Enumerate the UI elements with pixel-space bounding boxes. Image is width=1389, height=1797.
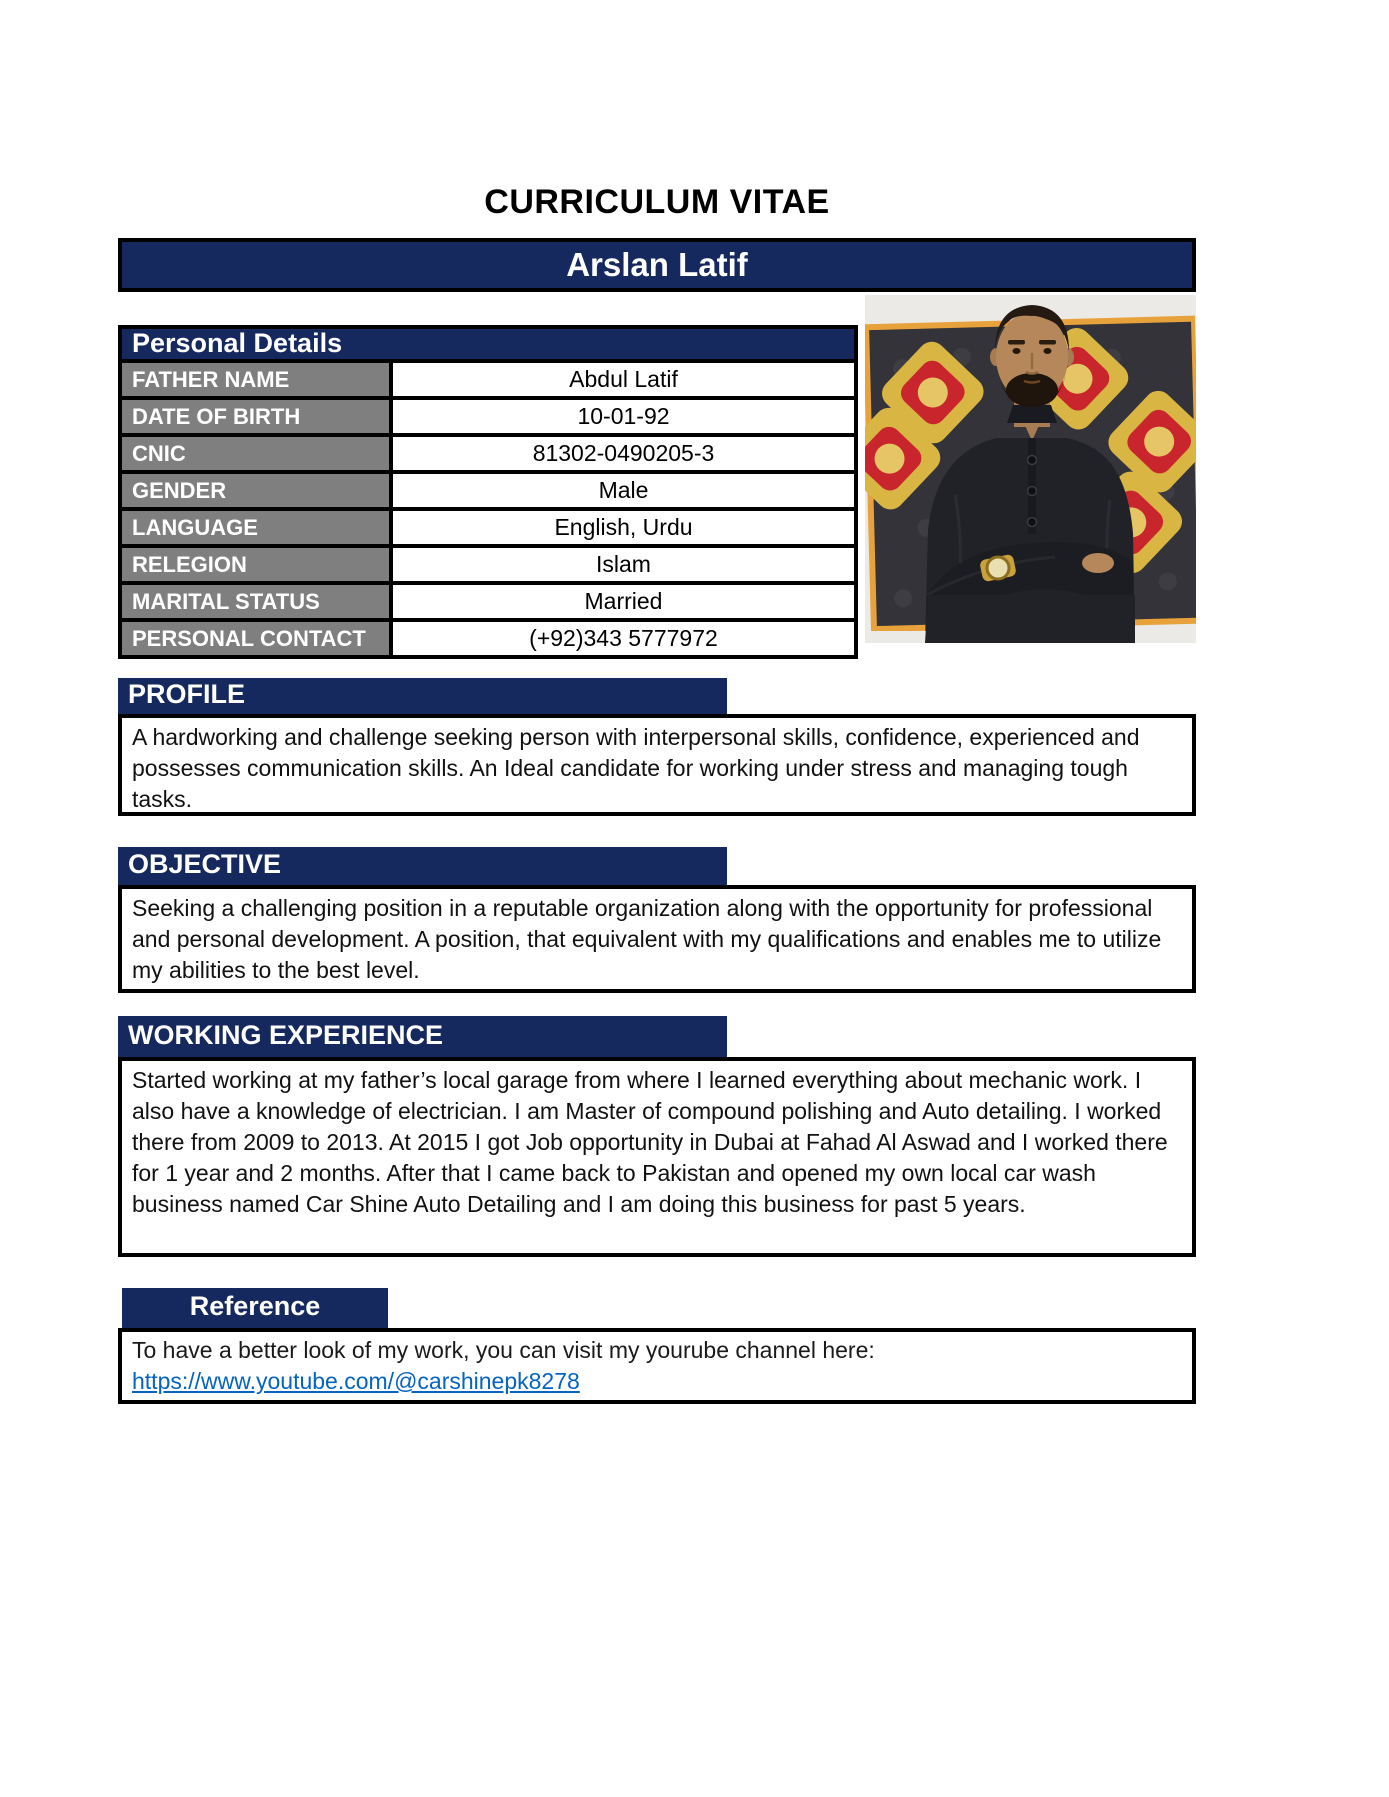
table-row [118,400,858,437]
row-label: DATE OF BIRTH [122,400,393,433]
page-title: CURRICULUM VITAE [484,183,830,221]
section-body-objective: Seeking a challenging position in a reputable organization along with the opportunity for professional and personal development. A position, that equivalent with my qualifications and enables me to utilize my abilities to the best level. [118,885,1196,993]
profile-photo-graphic [865,295,1196,643]
section-header-profile: PROFILE [118,678,727,714]
section-header-working-experience: WORKING EXPERIENCE [118,1016,727,1057]
name-banner: Arslan Latif [118,238,1196,292]
row-label: GENDER [122,474,393,507]
row-label: PERSONAL CONTACT [122,622,393,655]
row-value: Abdul Latif [393,363,854,396]
row-value: (+92)343 5777972 [393,622,854,655]
row-label: RELEGION [122,548,393,581]
section-header-reference: Reference [122,1288,388,1328]
row-value: 10-01-92 [393,400,854,433]
row-label: MARITAL STATUS [122,585,393,618]
reference-text: To have a better look of my work, you can visit my yourube channel here: [132,1337,875,1363]
table-row [118,622,858,659]
table-row [118,363,858,400]
row-value: 81302-0490205-3 [393,437,854,470]
row-value: English, Urdu [393,511,854,544]
row-value: Married [393,585,854,618]
profile-photo [865,295,1196,643]
table-row [118,511,858,548]
row-label: CNIC [122,437,393,470]
table-row [118,585,858,622]
table-row [118,548,858,585]
row-value: Islam [393,548,854,581]
table-row [118,474,858,511]
table-row [118,437,858,474]
section-body-profile: A hardworking and challenge seeking person with interpersonal skills, confidence, experienced and possesses communication skills. An Ideal candidate for working under stress and managing tough tasks. [118,714,1196,816]
row-label: LANGUAGE [122,511,393,544]
section-body-working-experience: Started working at my father’s local garage from where I learned everything about mechanic work. I also have a knowledge of electrician. I am Master of compound polishing and Auto detailing. I worked there from 2009 to 2013. At 2015 I got Job opportunity in Dubai at Fahad Al Aswad and I worked there for 1 year and 2 months. After that I came back to Pakistan and opened my own local car wash business named Car Shine Auto Detailing and I am doing this business for past 5 years. [118,1057,1196,1257]
personal-details-header: Personal Details [118,325,858,363]
row-label: FATHER NAME [122,363,393,396]
youtube-link[interactable]: https://www.youtube.com/@carshinepk8278 [132,1368,580,1394]
section-header-objective: OBJECTIVE [118,847,727,885]
row-value: Male [393,474,854,507]
personal-details-table [118,325,858,659]
section-body-reference [118,1328,1196,1404]
